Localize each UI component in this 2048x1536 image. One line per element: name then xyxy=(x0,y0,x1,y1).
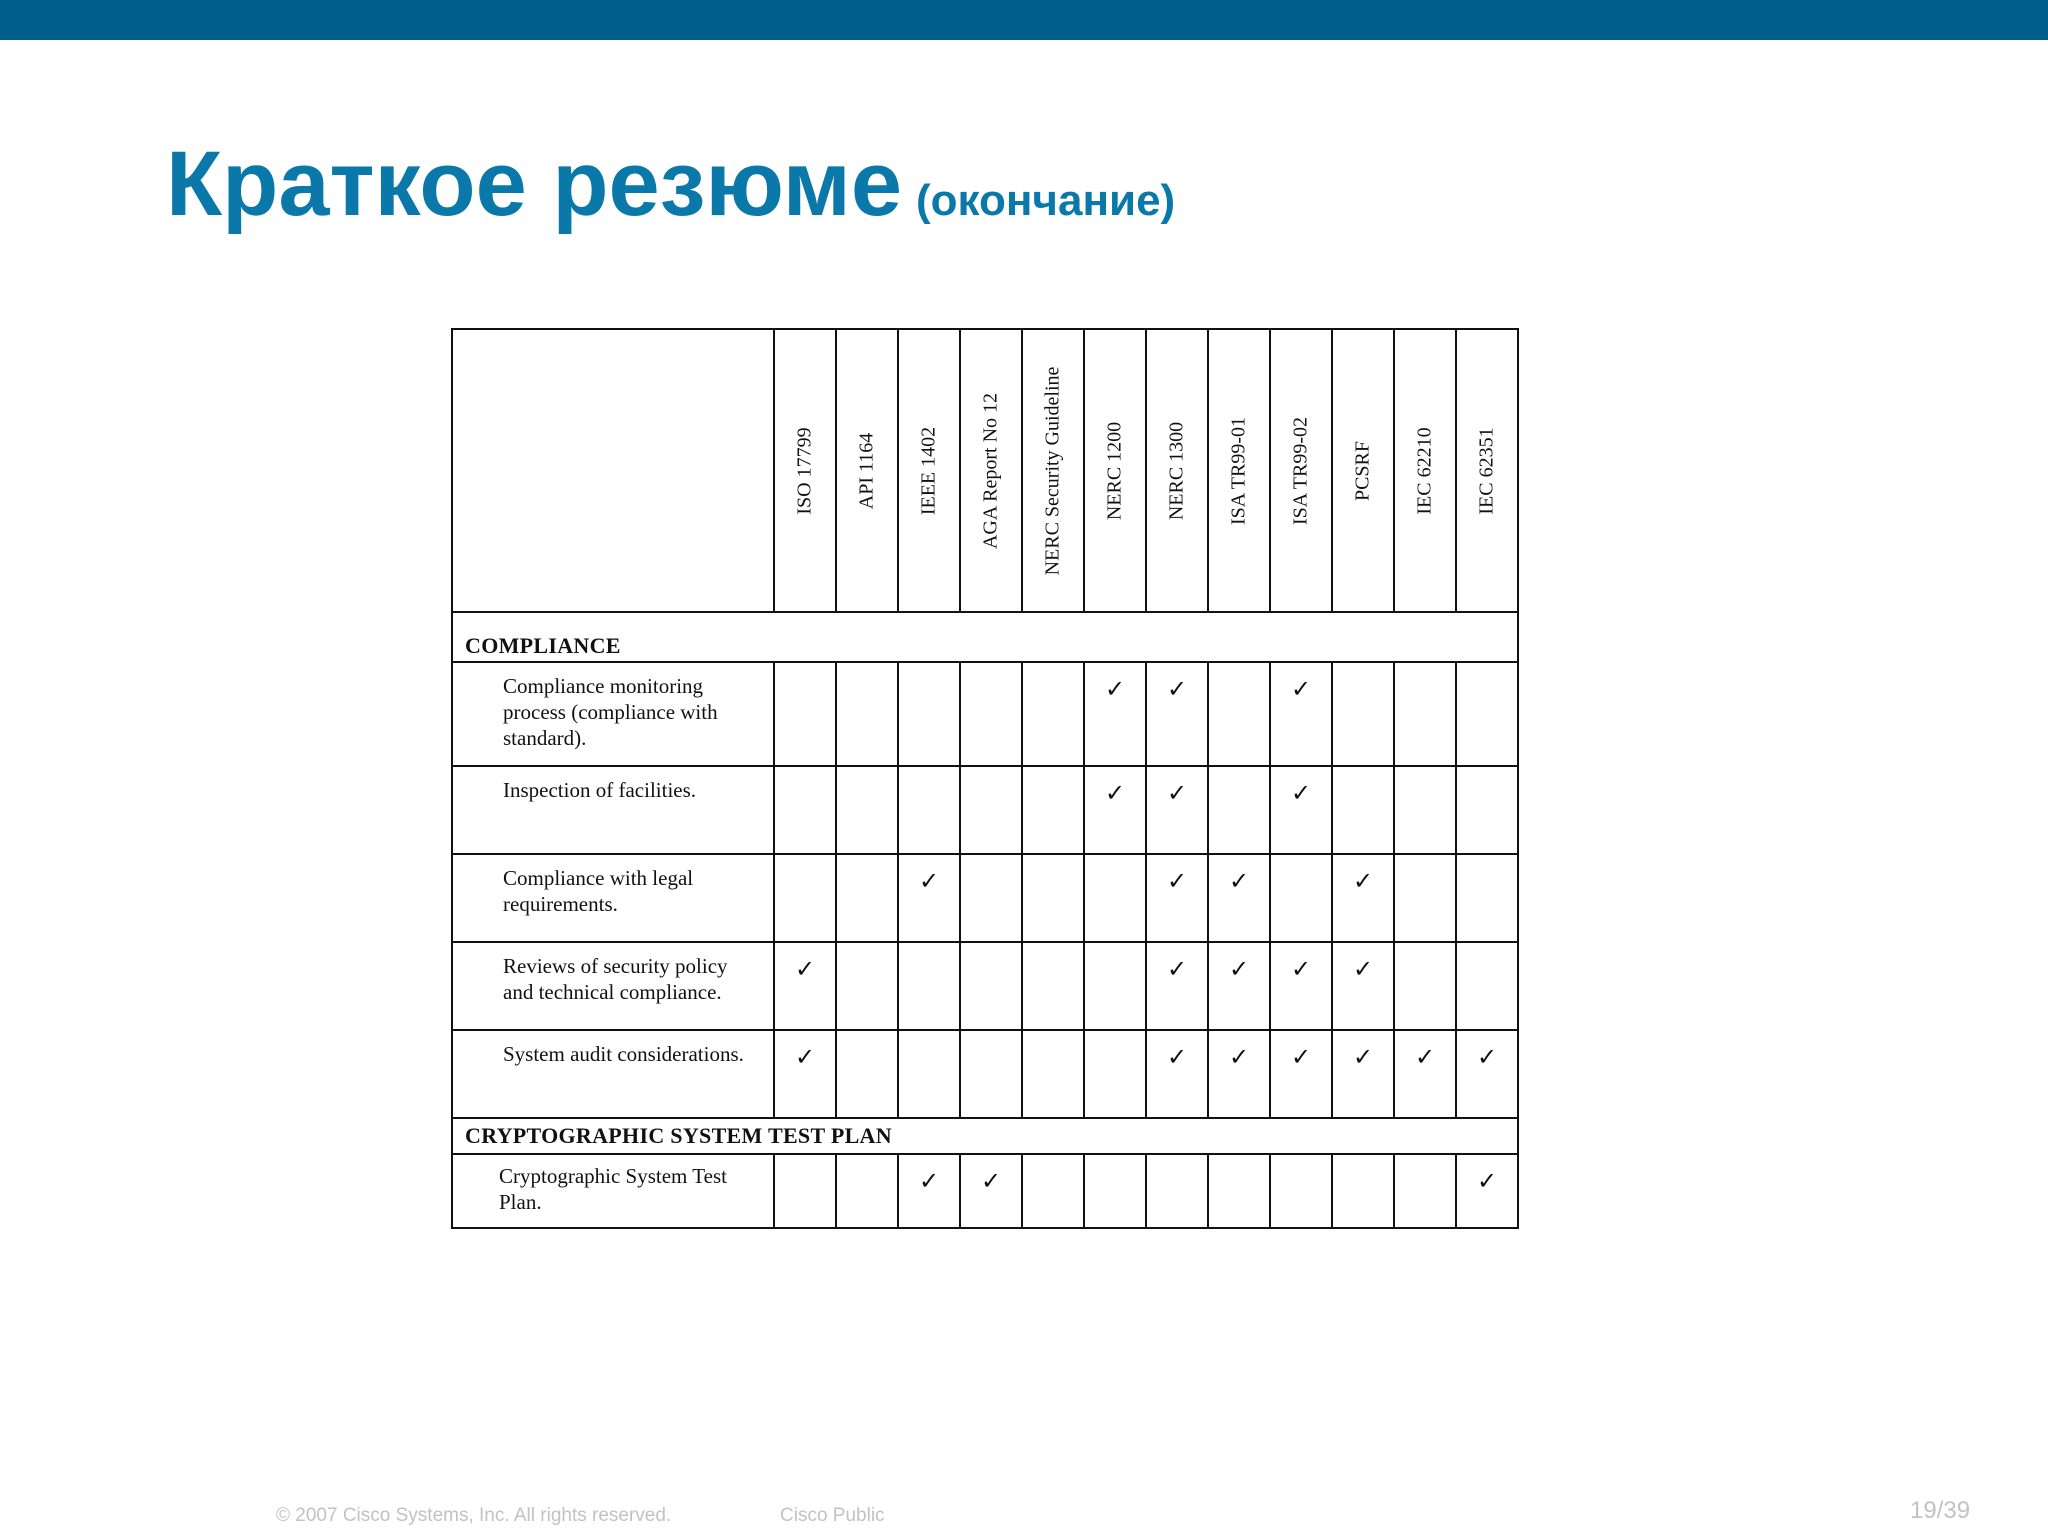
column-header-label: IEC 62351 xyxy=(1475,426,1498,515)
footer-copyright: © 2007 Cisco Systems, Inc. All rights reserved. xyxy=(276,1505,672,1526)
check-mark-icon: ✓ xyxy=(1146,662,1208,766)
check-mark-icon: ✓ xyxy=(1146,1030,1208,1118)
empty-cell xyxy=(1332,1154,1394,1228)
empty-cell xyxy=(960,942,1022,1030)
check-mark-icon: ✓ xyxy=(1394,1030,1456,1118)
empty-cell xyxy=(1022,1030,1084,1118)
column-header-label: IEC 62210 xyxy=(1413,426,1436,515)
table-header-row xyxy=(452,329,1518,612)
table-row xyxy=(452,766,1518,854)
empty-cell xyxy=(1332,662,1394,766)
column-header-label: NERC 1200 xyxy=(1103,421,1126,520)
check-mark-icon: ✓ xyxy=(960,1154,1022,1228)
empty-cell xyxy=(1208,662,1270,766)
row-label: System audit considerations. xyxy=(452,1030,774,1118)
check-mark-icon: ✓ xyxy=(1270,942,1332,1030)
slide-title-sub: (окончание) xyxy=(916,176,1176,225)
empty-cell xyxy=(836,854,898,942)
check-mark-icon: ✓ xyxy=(898,854,960,942)
top-accent-bar xyxy=(0,0,2048,40)
footer-classification: Cisco Public xyxy=(780,1505,885,1526)
empty-cell xyxy=(1022,942,1084,1030)
section-heading: CRYPTOGRAPHIC SYSTEM TEST PLAN xyxy=(452,1118,1518,1154)
empty-cell xyxy=(1456,854,1518,942)
empty-cell xyxy=(774,1154,836,1228)
row-label: Compliance monitoring process (compliance with standard). xyxy=(452,662,774,766)
check-mark-icon: ✓ xyxy=(1146,766,1208,854)
empty-cell xyxy=(774,854,836,942)
column-header-label: PCSRF xyxy=(1351,440,1374,501)
empty-cell xyxy=(1208,1154,1270,1228)
empty-cell xyxy=(1084,854,1146,942)
column-header xyxy=(1146,329,1208,612)
slide-title xyxy=(166,133,1176,235)
empty-cell xyxy=(1022,1154,1084,1228)
column-header-label: ISA TR99-02 xyxy=(1289,416,1312,525)
empty-cell xyxy=(1456,766,1518,854)
slide-title-main: Краткое резюме xyxy=(166,133,902,235)
column-header xyxy=(774,329,836,612)
empty-cell xyxy=(960,662,1022,766)
row-label: Cryptographic System Test Plan. xyxy=(452,1154,774,1228)
empty-cell xyxy=(960,854,1022,942)
empty-cell xyxy=(898,766,960,854)
check-mark-icon: ✓ xyxy=(1146,942,1208,1030)
column-header-label: ISA TR99-01 xyxy=(1227,416,1250,525)
empty-cell xyxy=(1084,942,1146,1030)
column-header xyxy=(898,329,960,612)
empty-cell xyxy=(774,662,836,766)
column-header xyxy=(960,329,1022,612)
empty-cell xyxy=(1456,662,1518,766)
check-mark-icon: ✓ xyxy=(1084,662,1146,766)
empty-cell xyxy=(836,766,898,854)
empty-cell xyxy=(1208,766,1270,854)
column-header xyxy=(1084,329,1146,612)
empty-cell xyxy=(1270,854,1332,942)
row-label: Reviews of security policy and technical compliance. xyxy=(452,942,774,1030)
column-header-label: IEEE 1402 xyxy=(917,426,940,515)
empty-cell xyxy=(1394,766,1456,854)
table-row xyxy=(452,1030,1518,1118)
column-header xyxy=(1456,329,1518,612)
standards-matrix-table xyxy=(451,328,1519,1229)
check-mark-icon: ✓ xyxy=(1208,942,1270,1030)
column-header xyxy=(1332,329,1394,612)
empty-cell xyxy=(1146,1154,1208,1228)
check-mark-icon: ✓ xyxy=(1332,942,1394,1030)
empty-cell xyxy=(1394,854,1456,942)
empty-cell xyxy=(836,1154,898,1228)
column-header xyxy=(1270,329,1332,612)
empty-cell xyxy=(1270,1154,1332,1228)
column-header-label: NERC Security Guideline xyxy=(1041,366,1064,575)
table-row xyxy=(452,662,1518,766)
check-mark-icon: ✓ xyxy=(1270,766,1332,854)
empty-cell xyxy=(898,1030,960,1118)
check-mark-icon: ✓ xyxy=(1456,1030,1518,1118)
empty-cell xyxy=(1022,766,1084,854)
empty-cell xyxy=(898,942,960,1030)
empty-cell xyxy=(960,766,1022,854)
empty-cell xyxy=(1022,662,1084,766)
empty-cell xyxy=(774,766,836,854)
empty-cell xyxy=(1456,942,1518,1030)
row-label: Compliance with legal requirements. xyxy=(452,854,774,942)
empty-cell xyxy=(836,942,898,1030)
check-mark-icon: ✓ xyxy=(898,1154,960,1228)
column-header-label: API 1164 xyxy=(855,432,878,509)
column-header xyxy=(836,329,898,612)
column-header-label: NERC 1300 xyxy=(1165,421,1188,520)
empty-cell xyxy=(1022,854,1084,942)
check-mark-icon: ✓ xyxy=(1208,1030,1270,1118)
column-header xyxy=(1394,329,1456,612)
column-header-label: AGA Report No 12 xyxy=(979,392,1002,549)
empty-cell xyxy=(960,1030,1022,1118)
check-mark-icon: ✓ xyxy=(1456,1154,1518,1228)
empty-cell xyxy=(1332,766,1394,854)
column-header xyxy=(1022,329,1084,612)
empty-cell xyxy=(1394,1154,1456,1228)
check-mark-icon: ✓ xyxy=(774,1030,836,1118)
section-row-crypto xyxy=(452,1118,1518,1154)
check-mark-icon: ✓ xyxy=(1270,662,1332,766)
table-row xyxy=(452,942,1518,1030)
row-label: Inspection of facilities. xyxy=(452,766,774,854)
empty-cell xyxy=(1084,1154,1146,1228)
section-row-compliance xyxy=(452,612,1518,662)
empty-cell xyxy=(1394,942,1456,1030)
table-row xyxy=(452,1154,1518,1228)
check-mark-icon: ✓ xyxy=(1270,1030,1332,1118)
table-row xyxy=(452,854,1518,942)
check-mark-icon: ✓ xyxy=(1332,854,1394,942)
page-number: 19/39 xyxy=(1910,1497,1971,1524)
empty-cell xyxy=(898,662,960,766)
check-mark-icon: ✓ xyxy=(1208,854,1270,942)
column-header-label: ISO 17799 xyxy=(793,426,816,515)
empty-cell xyxy=(836,1030,898,1118)
check-mark-icon: ✓ xyxy=(1332,1030,1394,1118)
empty-cell xyxy=(836,662,898,766)
check-mark-icon: ✓ xyxy=(774,942,836,1030)
check-mark-icon: ✓ xyxy=(1146,854,1208,942)
check-mark-icon: ✓ xyxy=(1084,766,1146,854)
empty-cell xyxy=(1084,1030,1146,1118)
empty-cell xyxy=(1394,662,1456,766)
section-heading: COMPLIANCE xyxy=(452,612,1518,662)
column-header xyxy=(1208,329,1270,612)
table-corner-cell xyxy=(452,329,774,612)
